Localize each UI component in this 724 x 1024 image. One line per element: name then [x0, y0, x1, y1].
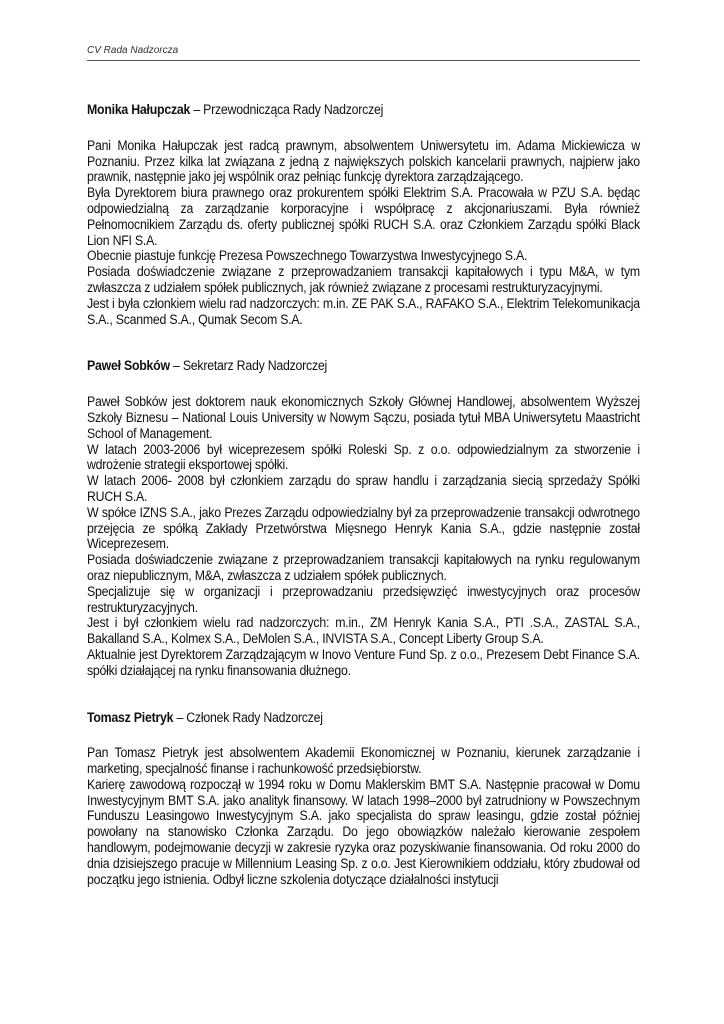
paragraph: W latach 2006- 2008 był członkiem zarządu do spraw handlu i zarządzania siecią sprzedaży Spółki RUCH S.A. [87, 473, 640, 504]
paragraph: Posiada doświadczenie związane z przeprowadzaniem transakcji kapitałowych na rynku regulowanym oraz niepublicznym, M&A, zwłaszcza z udziałem spółek publicznych. [87, 552, 640, 583]
person-name: Paweł Sobków [87, 358, 170, 374]
paragraph: Obecnie piastuje funkcję Prezesa Powszechnego Towarzystwa Inwestycyjnego S.A. [87, 248, 528, 264]
document-body [87, 102, 640, 887]
paragraph: Posiada doświadczenie związane z przeprowadzaniem transakcji kapitałowych i typu M&A, w tym zwłaszcza z udziałem spółek publicznych, jak również związane z procesami restrukturyzacyjnymi. [87, 264, 640, 295]
paragraph: Karierę zawodową rozpoczął w 1994 roku w Domu Maklerskim BMT S.A. Następnie pracował w Domu Inwestycyjnym BMT S.A. jako analityk finansowy. W latach 1998–2000 był zatrudniony w Powszechnym Funduszu Leasingowo Inwestycyjnym S.A. jako specjalista do spraw leasingu, gdzie został później powołany na stanowisko Członka Zarządu. Do jego obowiązków należało kierowanie zespołem handlowym, podejmowanie decyzji w zakresie ryzyka oraz pozyskiwanie finansowania. Od roku 2000 do dnia dzisiejszego pracuje w Millennium Leasing Sp. z o.o. Jest Kierownikiem oddziału, który zbudował od początku jego istnienia. Odbył liczne szkolenia dotyczące działalności instytucji [87, 776, 640, 887]
paragraph: Jest i była członkiem wielu rad nadzorczych: m.in. ZE PAK S.A., RAFAKO S.A., Elektrim Telekomunikacja S.A., Scanmed S.A., Qumak Secom S.A. [87, 295, 640, 327]
person-role: – Sekretarz Rady Nadzorczej [169, 358, 328, 374]
section-heading [87, 710, 640, 726]
paragraph: Była Dyrektorem biura prawnego oraz prokurentem spółki Elektrim S.A. Pracowała w PZU S.A. będąc odpowiedzialną za zarządzanie korporacyjne i współpracę z akcjonariuszami. Była również Pełnomocnikiem Zarządu ds. oferty publicznej spółki RUCH S.A. oraz Członkiem Zarządu spółki Black Lion NFI S.A. [87, 185, 640, 248]
paragraph: W spółce IZNS S.A., jako Prezes Zarządu odpowiedzialny był za przeprowadzenie transakcji odwrotnego przejęcia ze spółką Zakłady Przetwórstwa Mięsnego Henryk Kania S.A., gdzie następnie został Wiceprezesem. [87, 504, 640, 552]
paragraph: Aktualnie jest Dyrektorem Zarządzającym w Inovo Venture Fund Sp. z o.o., Prezesem Debt Finance S.A. spółki działającej na rynku finansowania dłużnego. [87, 646, 640, 678]
paragraph: Pani Monika Hałupczak jest radcą prawnym, absolwentem Uniwersytetu im. Adama Mickiewicza w Poznaniu. Przez kilka lat związana z jedną z największych polskich kancelarii prawnych, najpierw jako prawnik, następnie jako jej wspólnik oraz pełniąc funkcję dyrektora zarządzającego. [87, 137, 640, 185]
paragraph: Paweł Sobków jest doktorem nauk ekonomicznych Szkoły Głównej Handlowej, absolwentem Wyższej Szkoły Biznesu – National Louis University w Nowym Sączu, posiada tytuł MBA Uniwersytetu Maastricht School of Management. [87, 394, 640, 441]
section-pawel-sobkow [87, 358, 640, 678]
section-monika-halupczak [87, 102, 640, 327]
header-title: CV Rada Nadzorcza [87, 45, 179, 56]
page-header [87, 40, 640, 61]
person-role: – Członek Rady Nadzorczej [173, 709, 323, 725]
paragraph: Jest i był członkiem wielu rad nadzorczych: m.in., ZM Henryk Kania S.A., PTI .S.A., ZASTAL S.A., Bakalland S.A., Kolmex S.A., DeMolen S.A., INVISTA S.A., Concept Liberty Group S.A. [87, 615, 640, 647]
section-tomasz-pietryk [87, 710, 640, 888]
person-name: Monika Hałupczak [87, 102, 191, 117]
paragraph: Pan Tomasz Pietryk jest absolwentem Akademii Ekonomicznej w Poznaniu, kierunek zarządzanie i marketing, specjalność finanse i rachunkowość przedsiębiorstw. [87, 745, 640, 777]
paragraph: Specjalizuje się w organizacji i przeprowadzaniu przedsięwzięć inwestycyjnych oraz procesów restrukturyzacyjnych. [87, 583, 640, 615]
section-heading [87, 358, 640, 374]
section-heading [87, 102, 640, 118]
person-role: – Przewodnicząca Rady Nadzorczej [190, 102, 384, 117]
paragraph: W latach 2003-2006 był wiceprezesem spółki Roleski Sp. z o.o. odpowiedzialnym za stworzenie i wdrożenie strategii eksportowej spółki. [87, 441, 640, 473]
person-name: Tomasz Pietryk [87, 709, 174, 725]
